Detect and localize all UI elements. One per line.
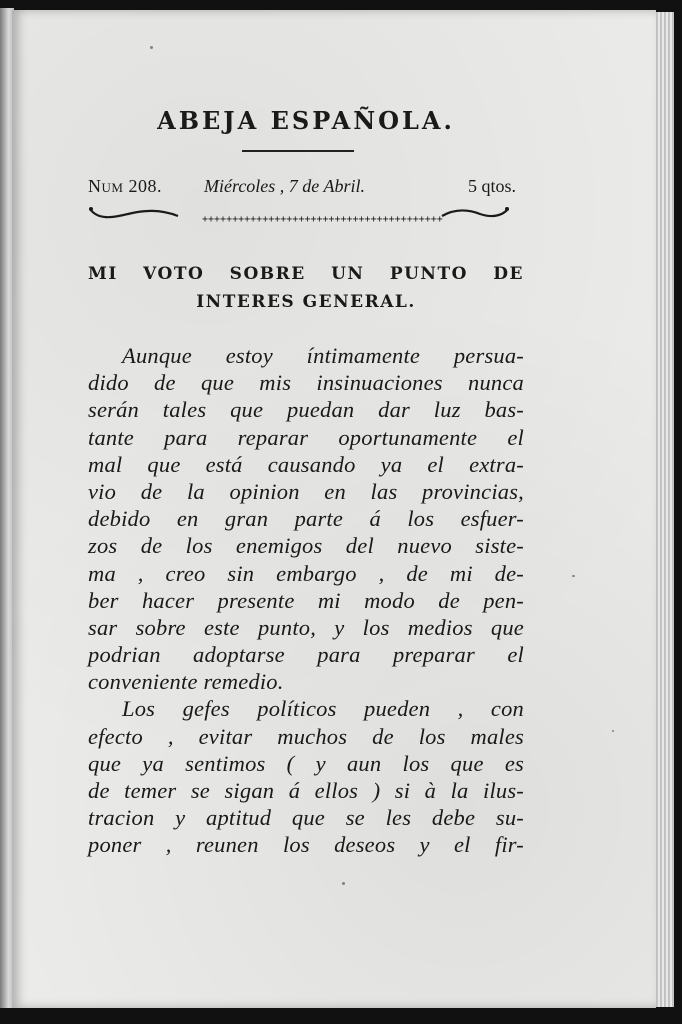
body-line: dido de que mis insinuaciones nunca <box>88 370 524 396</box>
scan-speck <box>612 730 614 732</box>
article-body <box>88 342 524 859</box>
masthead-title: ABEJA ESPAÑOLA. <box>157 106 455 135</box>
article-title-line: MI VOTO SOBRE UN PUNTO DE <box>88 264 524 284</box>
body-line: zos de los enemigos del nuevo siste- <box>88 533 524 559</box>
issue-date: Miércoles , 7 de Abril. <box>204 176 365 196</box>
body-line: poner , reunen los deseos y el fir- <box>88 832 524 858</box>
body-line: efecto , evitar muchos de los males <box>88 723 524 749</box>
body-line: ber hacer presente mi modo de pen- <box>88 587 524 613</box>
issue-number-label: Num <box>88 176 124 196</box>
flourish-right-ornament <box>440 206 510 220</box>
body-line: debido en gran parte á los esfuer- <box>88 506 524 532</box>
article-title <box>88 260 524 316</box>
body-line: tante para reparar oportunamente el <box>88 424 524 450</box>
scan-speck <box>342 882 345 885</box>
body-line: vio de la opinion en las provincias, <box>88 478 524 504</box>
flourish-left-ornament <box>88 206 180 220</box>
body-line: de temer se sigan á ellos ) si à la ilus- <box>88 778 524 803</box>
body-line: tracion y aptitud que se les debe su- <box>88 805 524 831</box>
body-line: sar sobre este punto, y los medios que <box>88 614 524 640</box>
body-line: podrian adoptarse para preparar el <box>88 642 524 668</box>
body-line: conveniente remedio. <box>88 669 284 695</box>
issue-line <box>88 176 524 202</box>
article-title-line: INTERES GENERAL. <box>196 292 416 312</box>
issue-price: 5 qtos. <box>467 176 516 196</box>
issue-number-value: 208. <box>128 176 162 196</box>
cross-rule-ornament: ++++++++++++++++++++++++++++++++++++++++ <box>202 214 443 225</box>
body-line: que ya sentimos ( y aun los que es <box>88 750 524 776</box>
body-line: ma , creo sin embargo , de mi de- <box>88 560 524 586</box>
scan-speck <box>150 46 153 49</box>
stacked-page-edges <box>654 12 674 1007</box>
masthead-rule <box>242 150 354 152</box>
body-line: Aunque estoy íntimamente persua- <box>122 343 524 368</box>
body-line: serán tales que puedan dar luz bas- <box>88 397 524 423</box>
scanned-page <box>12 10 656 1008</box>
body-line: Los gefes políticos pueden , con <box>122 696 524 722</box>
body-line: mal que está causando ya el extra- <box>88 451 524 477</box>
scan-speck <box>572 575 575 577</box>
issue-number <box>88 176 162 197</box>
